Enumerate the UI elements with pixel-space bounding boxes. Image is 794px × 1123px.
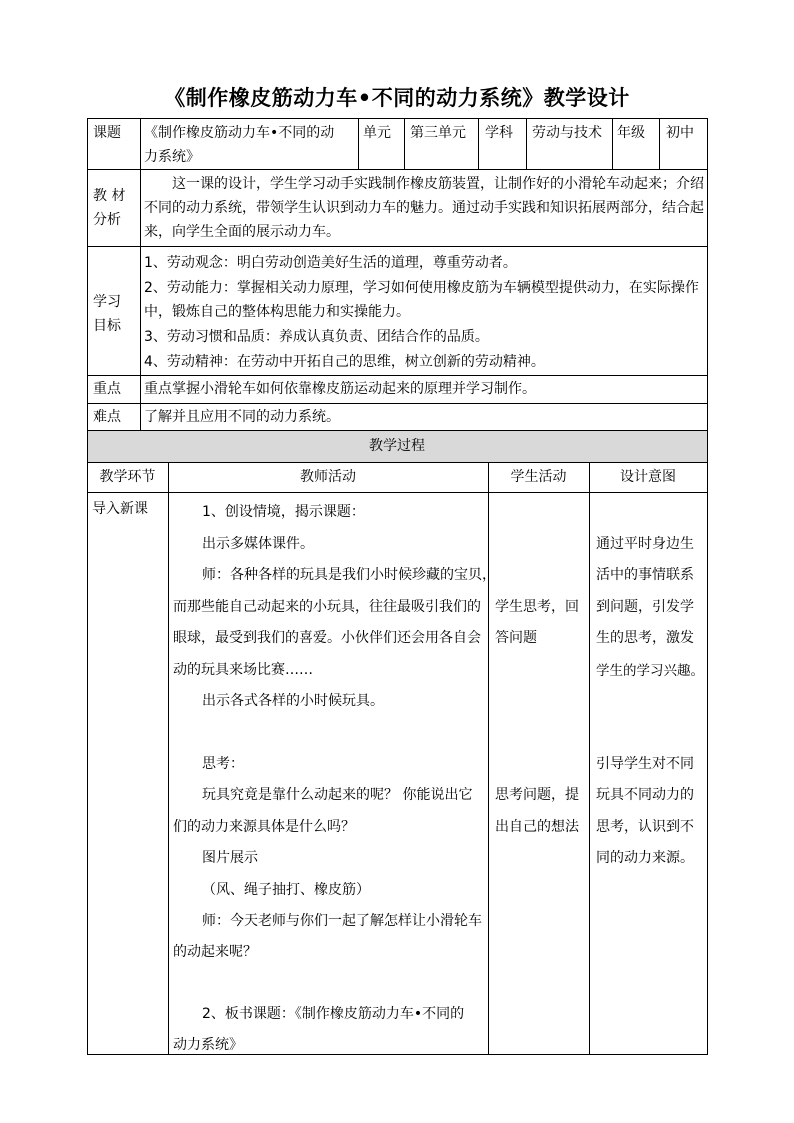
student-activity-line: 出自己的想法 (495, 819, 579, 835)
goal-line-1: 1、劳动观念：明白劳动创造美好生活的道理，尊重劳动者。 (144, 255, 517, 271)
table-border (87, 462, 708, 463)
student-activity-line: 思考问题，提 (495, 787, 579, 803)
teacher-line: 图片展示 (202, 850, 258, 866)
grade-label: 年级 (617, 125, 645, 141)
table-border (87, 118, 708, 119)
teacher-line: 思考： (202, 756, 244, 772)
analysis-line-2: 不同的动力系统，带领学生认识到动力车的魅力。通过动手实践和知识拓展两部分，结合起 (144, 200, 704, 216)
student-activity-line: 学生思考，回 (495, 599, 579, 615)
goals-label-line-2: 目标 (93, 318, 121, 334)
table-border (404, 118, 405, 169)
teacher-line: 动的玩具来场比赛…… (173, 662, 313, 678)
teacher-line: 2、板书课题：《制作橡皮筋动力车•不同的 (202, 1006, 465, 1022)
goal-line-2: 2、劳动能力：掌握相关动力原理，学习如何使用橡皮筋为车辆模型提供动力，在实际操作 (144, 280, 699, 296)
table-border (87, 118, 88, 1055)
analysis-label-line-1: 教 材 (93, 188, 126, 204)
table-border (87, 375, 708, 376)
difficulty-text: 了解并且应用不同的动力系统。 (144, 409, 340, 425)
grade-value: 初中 (666, 125, 694, 141)
teacher-line: 师：各种各样的玩具是我们小时候珍藏的宝贝， (202, 567, 496, 583)
teacher-line: 玩具究竟是靠什么动起来的呢？ 你能说出它 (202, 787, 473, 803)
page-title: 《制作橡皮筋动力车•不同的动力系统》教学设计 (164, 86, 630, 110)
subject-label: 学科 (485, 125, 513, 141)
analysis-label-line-2: 分析 (93, 212, 121, 228)
table-border (589, 462, 590, 1055)
column-header-student: 学生活动 (510, 469, 567, 485)
table-border (488, 462, 489, 1055)
teacher-line: 的动起来呢？ (173, 944, 257, 960)
key-point-label: 重点 (93, 381, 121, 397)
topic-value-line-1: 《制作橡皮筋动力车•不同的动 (144, 125, 335, 141)
subject-value: 劳动与技术 (532, 125, 602, 141)
goal-line-3: 中，锻炼自己的整体构思能力和实操能力。 (144, 304, 410, 320)
intent-line: 生的思考，激发 (596, 630, 694, 646)
column-header-intent: 设计意图 (620, 469, 676, 485)
table-border (87, 246, 708, 247)
teacher-line: 而那些能自己动起来的小玩具，往往最吸引我们的 (173, 599, 481, 615)
key-point-text: 重点掌握小滑轮车如何依靠橡皮筋运动起来的原理并学习制作。 (144, 381, 536, 397)
table-border (87, 403, 708, 404)
table-border (358, 118, 359, 169)
teacher-line: 出示多媒体课件。 (202, 536, 314, 552)
table-border (659, 118, 660, 169)
unit-label: 单元 (363, 125, 391, 141)
stage-label: 导入新课 (92, 501, 148, 517)
teacher-line: 们的动力来源具体是什么吗？ (173, 819, 355, 835)
unit-value: 第三单元 (410, 125, 466, 141)
student-activity-line: 答问题 (495, 630, 537, 646)
analysis-line-1: 这一课的设计，学生学习动手实践制作橡皮筋装置，让制作好的小滑轮车动起来；介绍 (172, 176, 704, 192)
intent-line: 思考，认识到不 (596, 819, 694, 835)
intent-line: 同的动力来源。 (596, 850, 694, 866)
table-border (87, 1054, 708, 1055)
teacher-line: 动力系统》 (173, 1037, 243, 1053)
intent-line: 通过平时身边生 (596, 536, 694, 552)
teacher-line: 1、创设情境，揭示课题： (202, 504, 365, 520)
goal-line-5: 4、劳动精神：在劳动中开拓自己的思维，树立创新的劳动精神。 (144, 354, 545, 370)
intent-line: 引导学生对不同 (596, 756, 694, 772)
table-border (87, 492, 708, 493)
difficulty-label: 难点 (93, 409, 121, 425)
table-border (140, 118, 141, 169)
intent-line: 到问题，引发学 (596, 599, 694, 615)
process-header: 教学过程 (369, 438, 425, 454)
table-border (526, 118, 527, 169)
intent-line: 玩具不同动力的 (596, 787, 694, 803)
table-border (168, 462, 169, 1055)
intent-line: 学生的学习兴趣。 (596, 663, 704, 679)
table-border (612, 118, 613, 169)
table-border (707, 118, 708, 1055)
intent-line: 活中的事情联系 (596, 567, 694, 583)
goals-label-line-1: 学习 (93, 294, 121, 310)
column-header-teacher: 教师活动 (300, 469, 356, 485)
teacher-line: （风、绳子抽打、橡皮筋） (202, 882, 370, 898)
teacher-line: 出示各式各样的小时候玩具。 (202, 693, 384, 709)
table-border (140, 169, 141, 430)
analysis-line-3: 来，向学生全面的展示动力车。 (144, 224, 340, 240)
topic-label: 课题 (93, 125, 121, 141)
table-border (87, 430, 708, 431)
table-border (87, 169, 708, 170)
table-border (478, 118, 479, 169)
teacher-line: 师：今天老师与你们一起了解怎样让小滑轮车 (202, 913, 482, 929)
column-header-stage: 教学环节 (99, 469, 156, 485)
teacher-line: 眼球，最受到我们的喜爱。小伙伴们还会用各自会 (173, 630, 481, 646)
goal-line-4: 3、劳动习惯和品质：养成认真负责、团结合作的品质。 (144, 329, 489, 345)
topic-value-line-2: 力系统》 (144, 149, 200, 165)
